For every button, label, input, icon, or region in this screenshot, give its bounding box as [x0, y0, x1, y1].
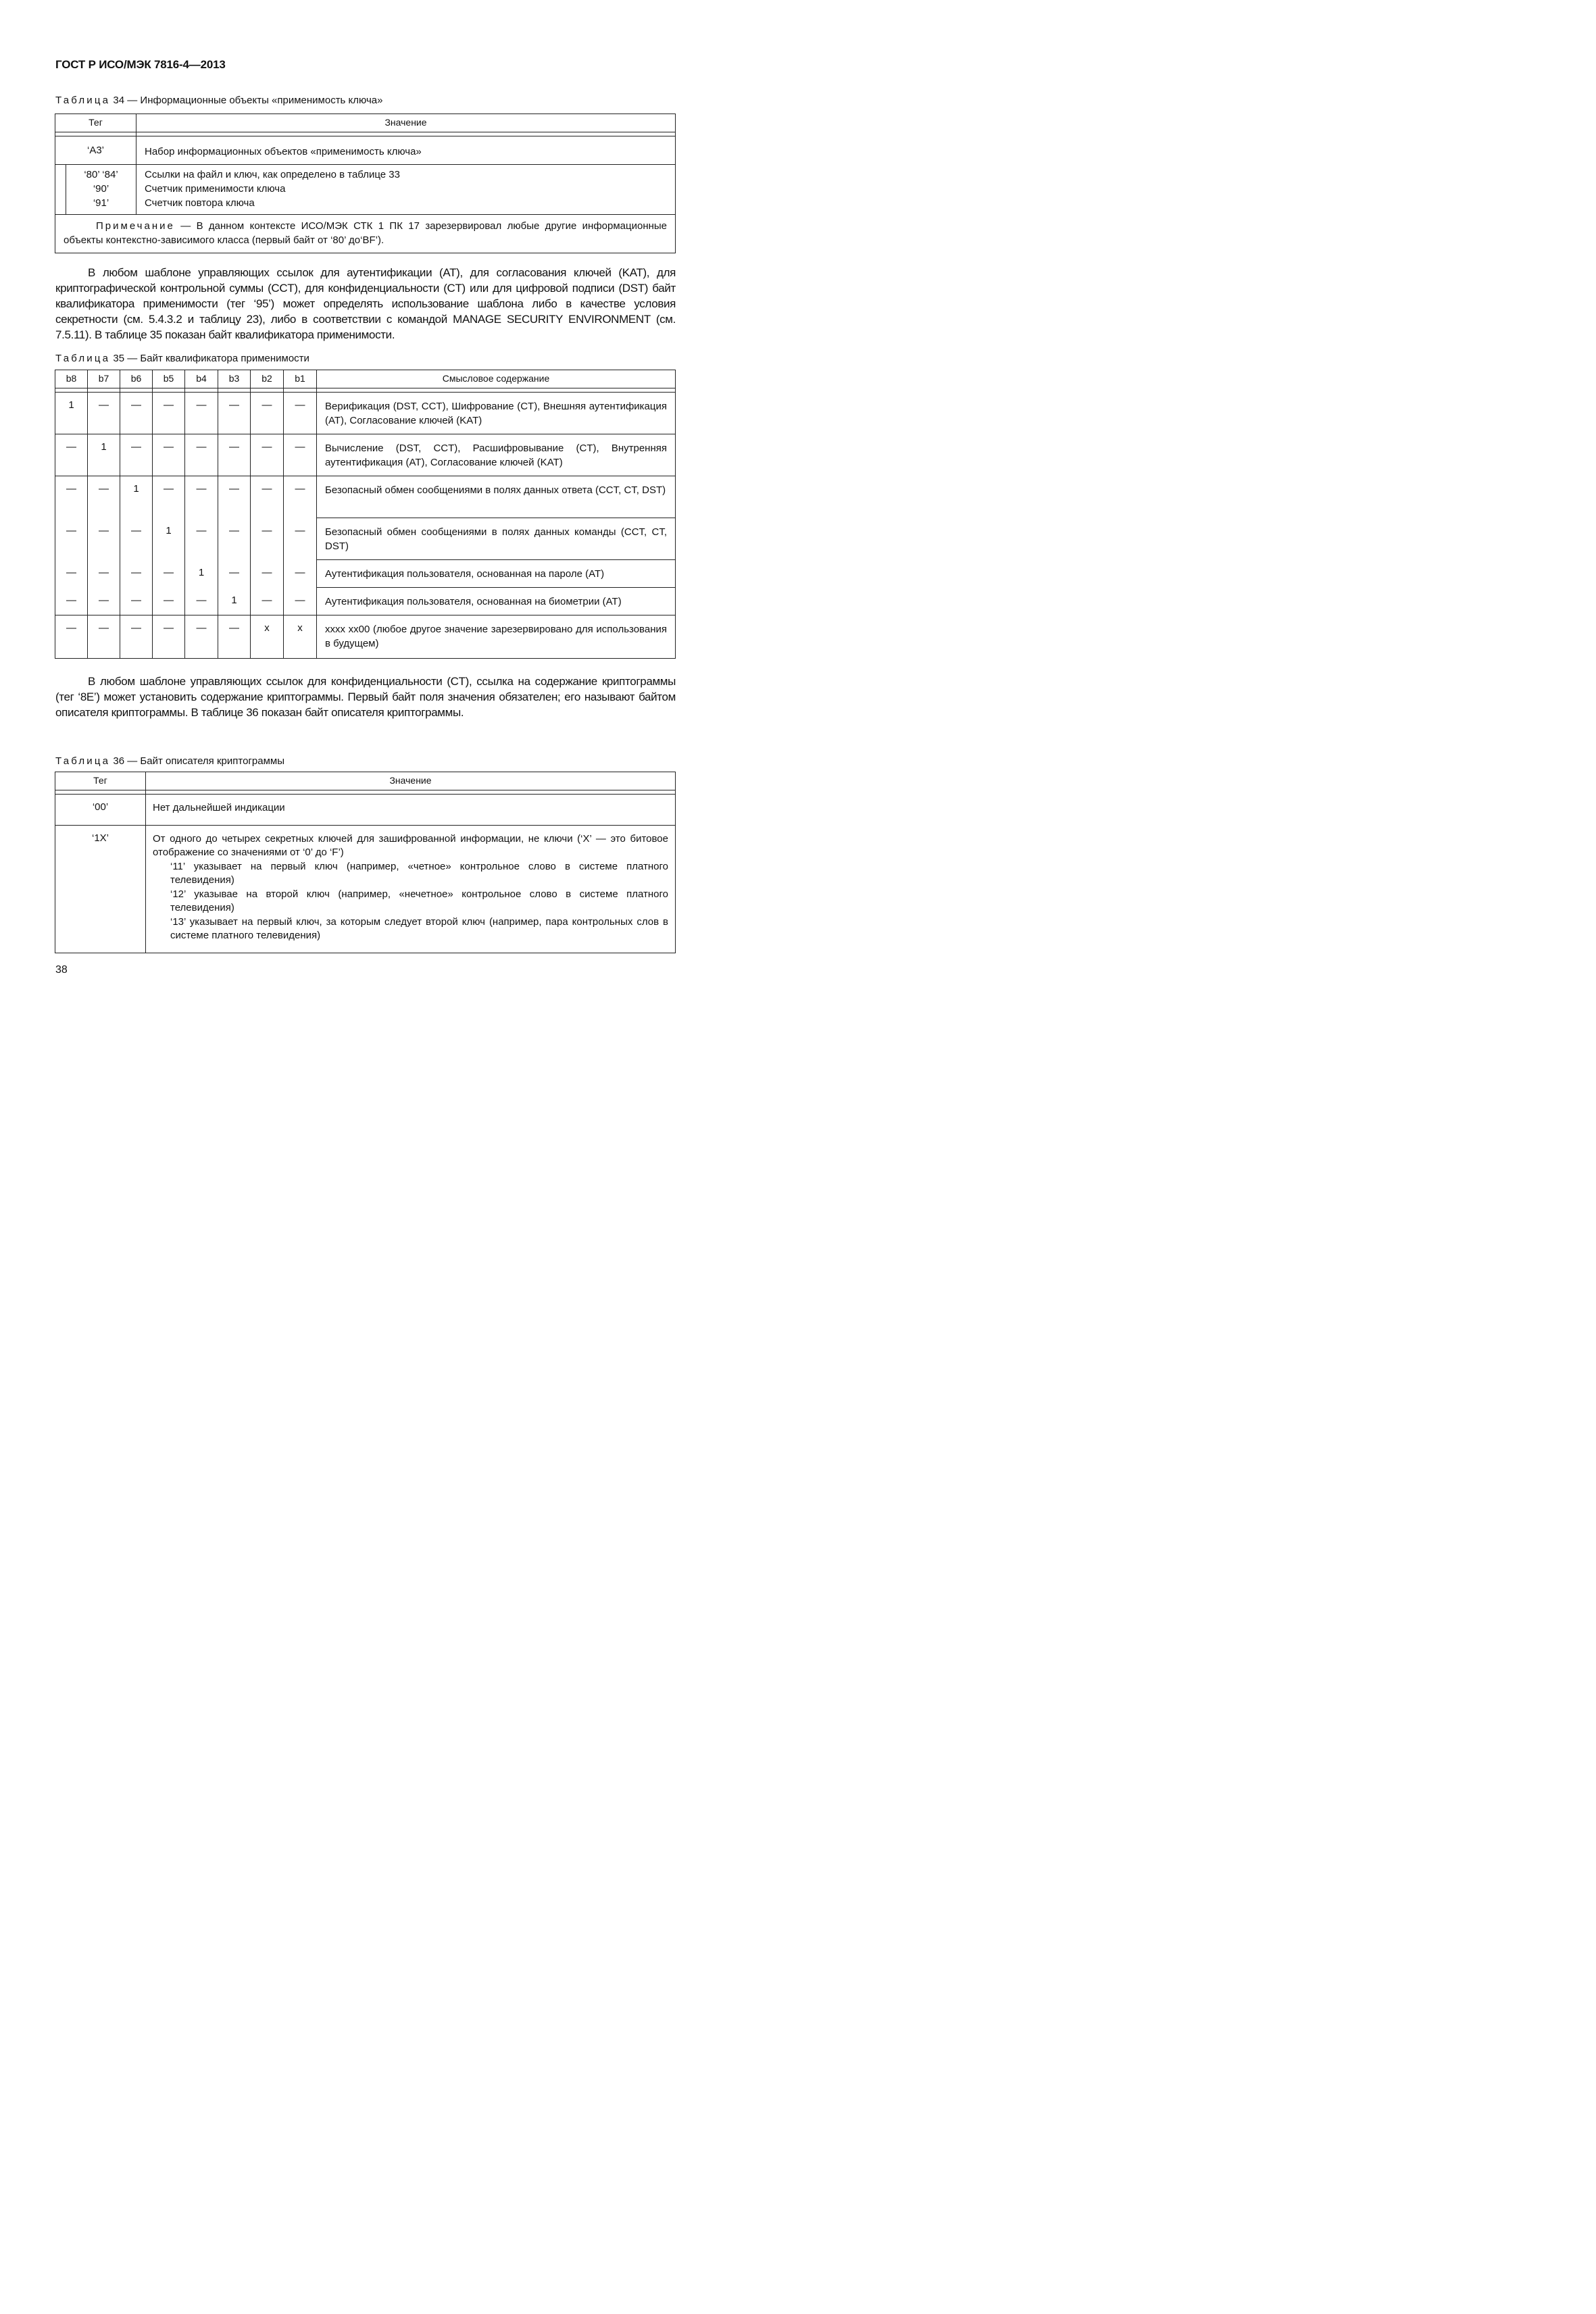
table34-header-tag: Тег [55, 114, 136, 132]
page-number: 38 [55, 964, 68, 976]
header-b7: b7 [88, 370, 120, 388]
table-row: — — 1 — — — — — Безопасный обмен сообщениями в полях данных ответа (CCT, CT, DST) [55, 476, 676, 518]
table34-row2-tags: ‘80’ ‘84’ ‘90’ ‘91’ [66, 165, 136, 215]
table-36 [55, 772, 676, 953]
table-35 [55, 370, 676, 659]
table-row: — — — 1 — — — — Безопасный обмен сообщениями в полях данных команды (CCT, CT, DST) [55, 518, 676, 560]
table-row: — — — — — 1 — — Аутентификация пользователя, основанная на биометрии (AT) [55, 588, 676, 615]
header-b8: b8 [55, 370, 88, 388]
caption-word: Таблица [55, 95, 111, 106]
row-description: Верификация (DST, CCT), Шифрование (CT), Внешняя аутентификация (AT), Согласование ключей (KAT) [317, 393, 676, 434]
table-row: ‘00’ Нет дальнейшей индикации [55, 795, 676, 826]
table34-row2-values: Ссылки на файл и ключ, как определено в таблице 33 Счетчик применимости ключа Счетчик повтора ключа [136, 165, 676, 215]
header-b6: b6 [120, 370, 153, 388]
header-b3: b3 [218, 370, 251, 388]
table34-header-value: Значение [136, 114, 676, 132]
table36-header-value: Значение [146, 772, 676, 790]
paragraph-1: В любом шаблоне управляющих ссылок для аутентификации (AT), для согласования ключей (KAT), для криптографической контрольной суммы (CCT), для конфиденциальности (CT) или для цифровой подписи (DST) байт квалификатора применимости (тег ‘95’) может определять использование шаблона либо в качестве условия секретности (см. 5.4.3.2 и таблицу 23), либо в соответствии с командой MANAGE SECURITY ENVIRONMENT (см. 7.5.11). В таблице 35 показан байт квалификатора применимости. [55, 266, 676, 341]
paragraph-2: В любом шаблоне управляющих ссылок для конфиденциальности (CT), ссылка на содержание криптограммы (тег ‘8E’) может установить содержание криптограммы. Первый байт поля значения обязателен; его называют байтом описателя криптограммы. В таблице 36 показан байт описателя криптограммы. [55, 675, 676, 719]
table-row: — 1 — — — — — — Вычисление (DST, CCT), Расшифровывание (CT), Внутренняя аутентификация (AT), Согласование ключей (KAT) [55, 434, 676, 476]
table34-note: Примечание — В данном контексте ИСО/МЭК СТК 1 ПК 17 зарезервировал любые другие информационные объекты контекстно-зависимого класса (первый байт от ‘80’ до‘BF’). [55, 215, 676, 253]
row-description: Вычисление (DST, CCT), Расшифровывание (CT), Внутренняя аутентификация (AT), Согласование ключей (KAT) [317, 434, 676, 476]
row-description: Безопасный обмен сообщениями в полях данных ответа (CCT, CT, DST) [317, 476, 676, 518]
caption-text: 34 — Информационные объекты «применимость ключа» [113, 95, 383, 106]
table34-row1-tag: ‘A3’ [55, 136, 136, 165]
table34-row1-value: Набор информационных объектов «применимость ключа» [136, 136, 676, 165]
header-b5: b5 [153, 370, 185, 388]
row-description: Безопасный обмен сообщениями в полях данных команды (CCT, CT, DST) [317, 518, 676, 560]
row-description: xxxx xx00 (любое другое значение зарезервировано для использования в будущем) [317, 615, 676, 659]
row-description: Аутентификация пользователя, основанная на биометрии (AT) [317, 588, 676, 615]
table-34 [55, 114, 676, 253]
table36-header-tag: Тег [55, 772, 146, 790]
table-row: — — — — — — x x xxxx xx00 (любое другое значение зарезервировано для использования в будущем) [55, 615, 676, 659]
document-header: ГОСТ Р ИСО/МЭК 7816-4—2013 [55, 58, 226, 71]
table36-caption: Таблица 36 — Байт описателя криптограммы [55, 755, 284, 767]
row-description: Аутентификация пользователя, основанная на пароле (AT) [317, 560, 676, 588]
header-b1: b1 [284, 370, 317, 388]
table-row: 1 — — — — — — — Верификация (DST, CCT), Шифрование (CT), Внешняя аутентификация (AT), Согласование ключей (KAT) [55, 393, 676, 434]
table-row: — — — — 1 — — — Аутентификация пользователя, основанная на пароле (AT) [55, 560, 676, 588]
table34-caption [55, 95, 382, 106]
header-meaning: Смысловое содержание [317, 370, 676, 388]
header-b2: b2 [251, 370, 284, 388]
header-b4: b4 [185, 370, 218, 388]
table-row: ‘1X’ От одного до четырех секретных ключей для зашифрованной информации, не ключи (‘X’ — это битовое отображение со значениями от ‘0’ до ‘F’) ‘11’ указывает на первый ключ (например, «четное» контрольное слово в системе платного телевидения) ‘12’ указывае на второй ключ (например, «нечетное» контрольное слово в системе платного телевидения) ‘13’ указывает на первый ключ, за которым следует второй ключ (например, пара контрольных слов в системе платного телевидения) [55, 825, 676, 953]
table35-caption: Таблица 35 — Байт квалификатора применимости [55, 353, 309, 364]
